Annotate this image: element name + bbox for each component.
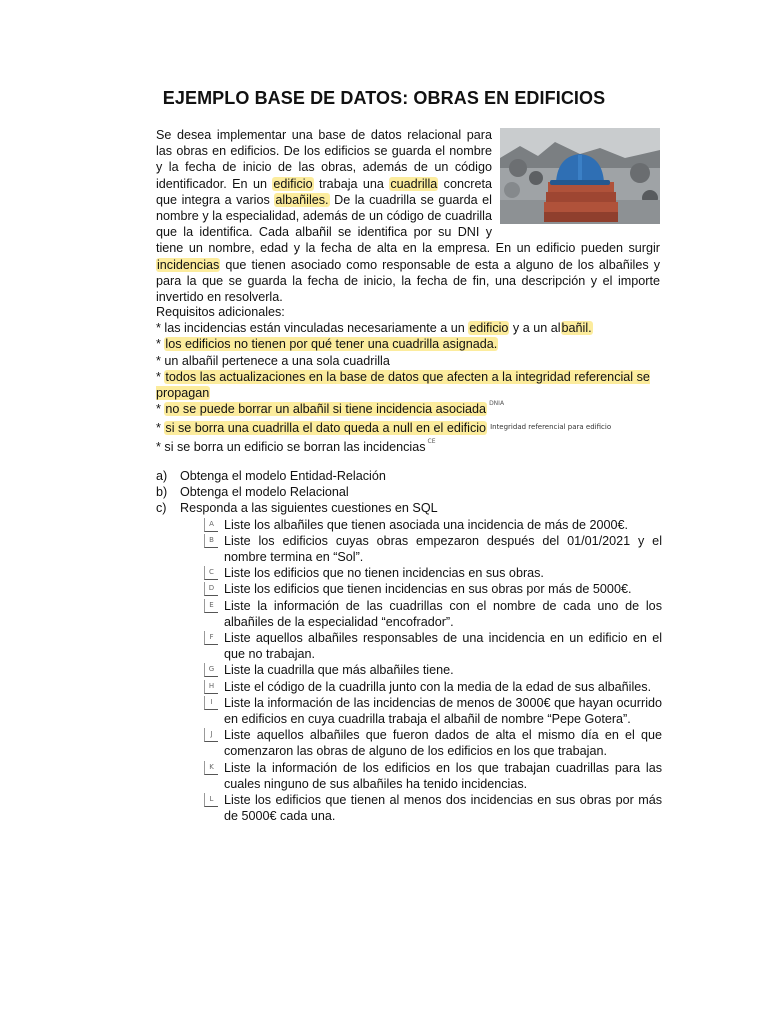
question-item	[156, 484, 662, 500]
sql-question-text: Liste la información de las incidencias de menos de 3000€ que hayan ocurrido en edificios en cuya cuadrilla trabaja el albañil de nombre “Pepe Gotera”.	[224, 695, 662, 727]
sql-question-item	[204, 792, 662, 824]
highlight-edificio: edificio	[273, 176, 313, 191]
highlight-cuadrilla: cuadrilla	[390, 176, 438, 191]
sql-question-text: Liste los albañiles que tienen asociada una incidencia de más de 2000€.	[224, 517, 628, 532]
question-mark: D	[204, 582, 218, 596]
requirement-text: * si se borra un edificio se borran las incidencias	[156, 439, 426, 454]
question-mark: G	[204, 663, 218, 677]
question-item	[156, 468, 662, 484]
requirements-heading: Requisitos adicionales:	[156, 305, 285, 319]
sql-question-text: Liste la información de las cuadrillas con el nombre de cada uno de los albañiles de la especialidad “encofrador”.	[224, 598, 662, 629]
requirement-item	[156, 420, 666, 438]
sql-question-text: Liste los edificios que tienen incidencias en sus obras por más de 5000€.	[224, 582, 632, 597]
annotation-note: Integridad referencial para edificio	[490, 423, 612, 432]
sql-question-list	[204, 517, 662, 825]
sql-question-item	[204, 630, 662, 662]
question-mark: F	[204, 631, 218, 645]
requirement-item	[156, 401, 666, 420]
question-text: Responda a las siguientes cuestiones en SQL	[180, 501, 438, 516]
requirement-text: y a un al	[509, 321, 561, 336]
sql-question-item	[204, 581, 662, 597]
question-mark: B	[204, 534, 218, 548]
requirement-item: * un albañil pertenece a una sola cuadrilla	[156, 353, 390, 368]
question-mark: C	[204, 566, 218, 580]
sql-question-text: Liste los edificios que no tienen incidencias en sus obras.	[224, 566, 544, 581]
question-text: Obtenga el modelo Entidad-Relación	[180, 469, 386, 483]
highlight-text: los edificios no tienen por qué tener una cuadrilla asignada.	[165, 337, 498, 352]
highlight-incidencias: incidencias	[157, 257, 220, 272]
sql-question-text: Liste aquellos albañiles que fueron dados de alta el mismo día en el que comenzaron las obras de alguno de los edificios en los que trabajan.	[224, 728, 662, 759]
requirement-text: *	[156, 421, 165, 436]
requirement-item	[156, 369, 666, 401]
intro-text: Se desea implementar una base de datos relacional para las obras en edificios. De los edificios se guarda el nombre y la fecha de inicio de las obras, además de un código identificador. En un	[156, 128, 492, 191]
sql-question-text: Liste aquellos albañiles responsables de una incidencia en un edificio en el que no trabajan.	[224, 631, 662, 662]
highlight-text: si se borra una cuadrilla el dato queda a null en el edificio	[165, 421, 487, 436]
requirement-text: *	[156, 369, 165, 384]
requirements-section	[156, 304, 666, 458]
sql-question-item	[204, 760, 662, 792]
question-text: Obtenga el modelo Relacional	[180, 485, 349, 500]
sql-question-text: Liste la información de los edificios en los que trabajan cuadrillas para las cuales ninguno de sus albañiles ha tenido incidencias.	[224, 760, 662, 791]
questions-section	[156, 468, 662, 824]
sql-question-item	[204, 727, 662, 759]
sql-question-item	[204, 598, 662, 630]
intro-text: trabaja una	[313, 176, 390, 191]
requirement-text: *	[156, 337, 165, 352]
annotation-note: DNIA	[489, 400, 505, 408]
requirement-item	[156, 439, 666, 458]
intro-text: concreta que integra a varios	[156, 176, 492, 207]
question-mark: E	[204, 599, 218, 613]
question-item	[156, 500, 662, 516]
page-title: EJEMPLO BASE DE DATOS: OBRAS EN EDIFICIOS	[162, 88, 606, 108]
sql-question-item	[204, 679, 662, 695]
sql-question-text: Liste los edificios que tienen al menos dos incidencias en sus obras por más de 5000€ cada una.	[224, 793, 662, 824]
sql-question-item	[204, 695, 662, 727]
question-mark: L	[204, 793, 218, 807]
highlight-text: todos las actualizaciones en la base de datos que afecten a la integridad referencial se propagan	[156, 369, 650, 401]
highlight-text: edificio	[469, 321, 509, 336]
sql-question-item	[204, 533, 662, 565]
highlight-text: bañil.	[561, 321, 592, 336]
sql-question-item	[204, 662, 662, 678]
sql-question-text: Liste los edificios cuyas obras empezaron después del 01/01/2021 y el nombre termina en “Sol”.	[224, 533, 662, 565]
question-letter: c)	[156, 501, 167, 516]
requirement-text: * las incidencias están vinculadas necesariamente a un	[156, 321, 469, 336]
sql-question-item	[204, 565, 662, 581]
highlight-text: no se puede borrar un albañil si tiene incidencia asociada	[165, 402, 487, 417]
question-mark: J	[204, 728, 218, 742]
intro-text: que tienen asociado como responsable de esta a alguno de los albañiles y para la que se guarda la fecha de inicio, la fecha de fin, una descripción y el importe invertido en resolverla.	[156, 257, 660, 305]
sql-question-text: Liste el código de la cuadrilla junto con la media de la edad de sus albañiles.	[224, 679, 652, 694]
sql-question-text: Liste la cuadrilla que más albañiles tiene.	[224, 663, 454, 678]
question-mark: K	[204, 761, 218, 775]
question-mark: H	[204, 680, 218, 694]
annotation-note: CE	[427, 437, 436, 445]
sql-question-item	[204, 517, 662, 533]
intro-text: De la cuadrilla se guarda el nombre y la especialidad, además de un código de cuadrilla que la identifica. Cada albañil se identifica por su DNI y tiene un nombre, edad y la fecha de alta en la empresa. En un edificio pueden surgir	[156, 192, 660, 256]
question-mark: A	[204, 518, 218, 532]
requirement-item	[156, 320, 666, 336]
highlight-albaniles: albañiles.	[275, 192, 329, 207]
question-mark: I	[204, 696, 218, 710]
question-letter: a)	[156, 469, 168, 483]
construction-photo-icon	[500, 128, 660, 224]
requirement-item	[156, 336, 666, 352]
requirement-text: *	[156, 402, 165, 417]
intro-paragraph	[156, 127, 660, 305]
question-letter: b)	[156, 485, 168, 500]
